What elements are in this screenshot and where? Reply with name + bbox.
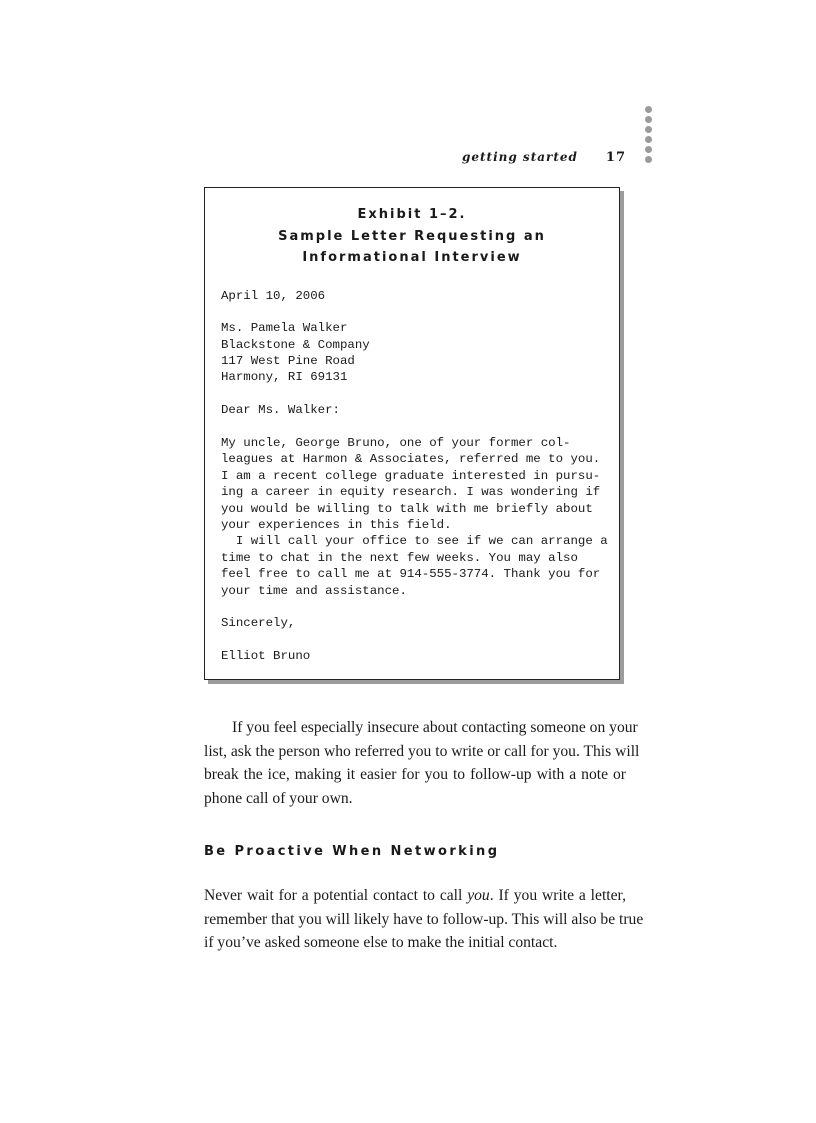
exhibit-title-line: Informational Interview	[302, 250, 522, 265]
letter-body-line: time to chat in the next few weeks. You may also	[221, 550, 578, 565]
section-heading: Be Proactive When Networking	[204, 844, 500, 859]
letter-body-line: I will call your office to see if we can arrange a	[221, 534, 608, 549]
letter-body-line: you would be willing to talk with me briefly about	[221, 501, 593, 516]
letter-salutation: Dear Ms. Walker:	[221, 403, 340, 418]
exhibit-title	[205, 204, 619, 269]
emphasis-text: you	[467, 887, 490, 904]
dot-icon	[645, 156, 652, 163]
letter-closing: Sincerely,	[221, 616, 296, 631]
body-paragraph	[204, 716, 640, 810]
dot-icon	[645, 116, 652, 123]
paragraph-line: list, ask the person who referred you to write or call for you. This will	[204, 742, 640, 760]
exhibit-title-line: Sample Letter Requesting an	[278, 228, 546, 244]
address-line: Blackstone & Company	[221, 337, 370, 352]
letter-body-line: leagues at Harmon & Associates, referred me to you.	[221, 452, 601, 467]
exhibit-box	[204, 187, 620, 680]
paragraph-line: break the ice, making it easier for you to follow-up with a note or	[204, 766, 626, 784]
exhibit-title-line: Exhibit 1–2.	[357, 207, 467, 222]
sample-letter	[205, 288, 619, 665]
letter-body-line: feel free to call me at 914-555-3774. Thank you for	[221, 567, 601, 582]
dot-icon	[645, 126, 652, 133]
paragraph-text: Never wait for a potential contact to call	[204, 887, 468, 904]
paragraph-line: If you feel especially insecure about contacting someone on your	[232, 719, 638, 736]
address-line: Harmony, RI 69131	[221, 370, 348, 385]
letter-body-line: I am a recent college graduate interested in pursu-	[221, 468, 601, 483]
paragraph-text: . If you write a letter,	[489, 887, 626, 904]
letter-date: April 10, 2006	[221, 288, 326, 303]
page-number: 17	[605, 150, 626, 165]
letter-body-line: My uncle, George Bruno, one of your former col-	[221, 436, 571, 451]
paragraph-line: if you’ve asked someone else to make the initial contact.	[204, 934, 558, 952]
decorative-dot-column	[645, 106, 653, 166]
paragraph-line: phone call of your own.	[204, 789, 353, 807]
body-paragraph	[204, 884, 644, 955]
paragraph-line	[204, 884, 626, 908]
dot-icon	[645, 146, 652, 153]
address-line: Ms. Pamela Walker	[221, 321, 348, 336]
letter-body-line: your experiences in this field.	[221, 517, 452, 532]
paragraph-line: remember that you will likely have to follow-up. This will also be true	[204, 910, 644, 928]
letter-body-line: your time and assistance.	[221, 583, 407, 598]
letter-body-line: ing a career in equity research. I was wondering if	[221, 485, 601, 500]
running-head	[200, 150, 626, 165]
section-name: getting started	[461, 150, 578, 164]
dot-icon	[645, 106, 652, 113]
dot-icon	[645, 136, 652, 143]
address-line: 117 West Pine Road	[221, 354, 355, 369]
letter-signature: Elliot Bruno	[221, 649, 311, 664]
